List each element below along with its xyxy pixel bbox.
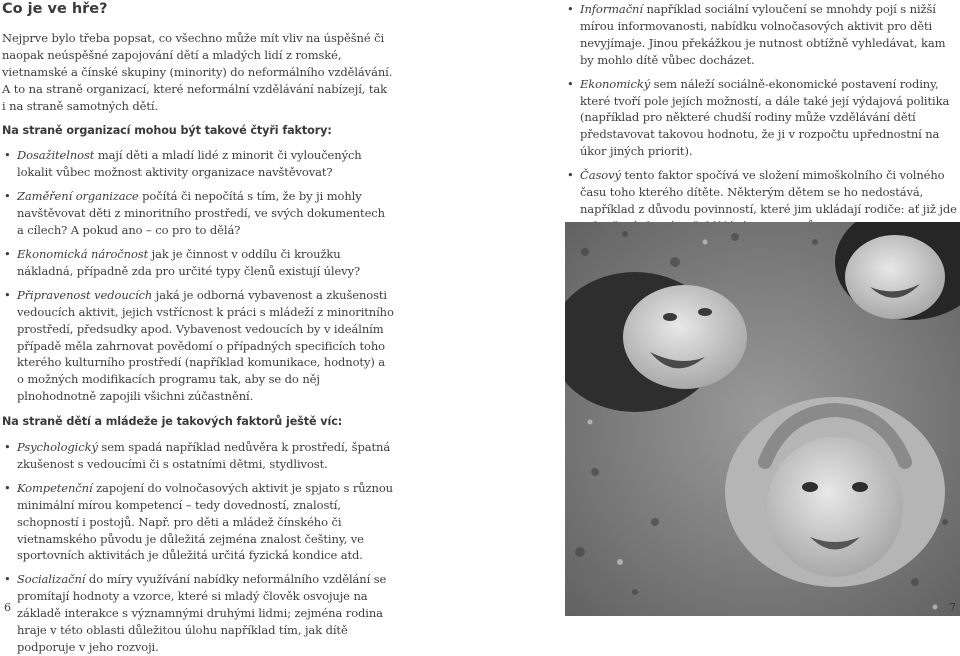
list-item: • Zaměření organizace počítá či nepočítá s tím, že by ji mohly navštěvovat děti z minoritního prostředí, ve svých dokumentech a cílech? A pokud ano – co pro to dělá? [2, 188, 394, 239]
list-item: • Ekonomická náročnost jak je činnost v oddílu či kroužku nákladná, případně zda pro určité typy členů existují úlevy? [2, 246, 394, 280]
list-item: • Socializační do míry využívání nabídky neformálního vzdělání se promítají hodnoty a vzorce, které si mladý člověk osvojuje na základě interakce s významnými druhými lidmi; zejména rodina hraje v této oblasti důležitou úlohu například tím, jak dítě podporuje v jeho rozvoji. [2, 571, 394, 656]
page-number-right: 7 [949, 601, 956, 614]
list-item: • Ekonomický sem náleží sociálně-ekonomické postavení rodiny, které tvoří pole jejích možností, a dále také její výdajová politika (například pro některé chudší rodiny může vzdělávání dětí představovat takovou hodnotu, že ji v rozpočtu upřednostní na úkor jiných priorit). [565, 76, 959, 161]
children-factors-heading: Na straně dětí a mládeže je takových faktorů ještě víc: [2, 415, 343, 429]
page-number-left: 6 [4, 601, 11, 614]
children-factors-continued-list [565, 1, 959, 235]
children-factors-list [2, 439, 394, 656]
right-page [480, 0, 960, 616]
organization-factors-heading: Na straně organizací mohou být takové čtyři faktory: [2, 123, 332, 137]
left-page [0, 0, 480, 654]
list-item: • Dosažitelnost mají děti a mladí lidé z minorit či vyloučených lokalit vůbec možnost aktivity organizace navštěvovat? [2, 147, 394, 181]
list-item: • Časový tento faktor spočívá ve složení mimoškolního či volného času toho kterého dítěte. Některým dětem se ho nedostává, například z důvodu povinností, které jim ukládají rodiče: ať již jde [565, 167, 959, 235]
list-item: • Psychologický sem spadá například nedůvěra k prostředí, špatná zkušenost s vedoucími či s ostatními dětmi, stydlivost. [2, 439, 394, 473]
page-title: Co je ve hře? [2, 1, 108, 17]
list-item: • Kompetenční zapojení do volnočasových aktivit je spjato s různou minimální mírou kompetencí – tedy dovedností, znalostí, schopností i postojů. Např. pro děti a mládež čínského či vietnamského původu je důležitá zejména znalost češtiny, ve sportovních aktivitách je důležitá určitá fyzická kondice atd. [2, 480, 394, 565]
left-column [2, 30, 394, 656]
organization-factors-list [2, 147, 394, 405]
children-photo [565, 222, 960, 616]
list-item: • Informační například sociální vyloučení se mnohdy pojí s nižší mírou informovanosti, nabídku volnočasových aktivit pro děti nevyjímaje. Jinou překážkou je nutnost obtížně vyhledávat, kam by mohlo dítě vůbec docházet. [565, 1, 959, 69]
list-item: • Připravenost vedoucích jaká je odborná vybavenost a zkušenosti vedoucích aktivit, jejich vstřícnost k práci s mládeží z minoritního prostředí, předsudky apod. Vybavenost vedoucích by v ideálním případě měla zahrnovat povědomí o případných specificích toho kterého kulturního prostředí (například komunikace, hodnoty) a o možných modifikacích programu tak, aby se do něj plnohodnotně zapojili všichni zúčastnění. [2, 287, 394, 405]
right-column [565, 1, 959, 235]
intro-paragraph: Nejprve bylo třeba popsat, co všechno může mít vliv na úspěšné či naopak neúspěšné zapojování dětí a mladých lidí z romské, vietnamské a čínské skupiny (minority) do neformálního vzdělávání. A to na straně organizací, které neformální vzdělávání nabízejí, tak i na straně samotných dětí. [2, 31, 393, 113]
